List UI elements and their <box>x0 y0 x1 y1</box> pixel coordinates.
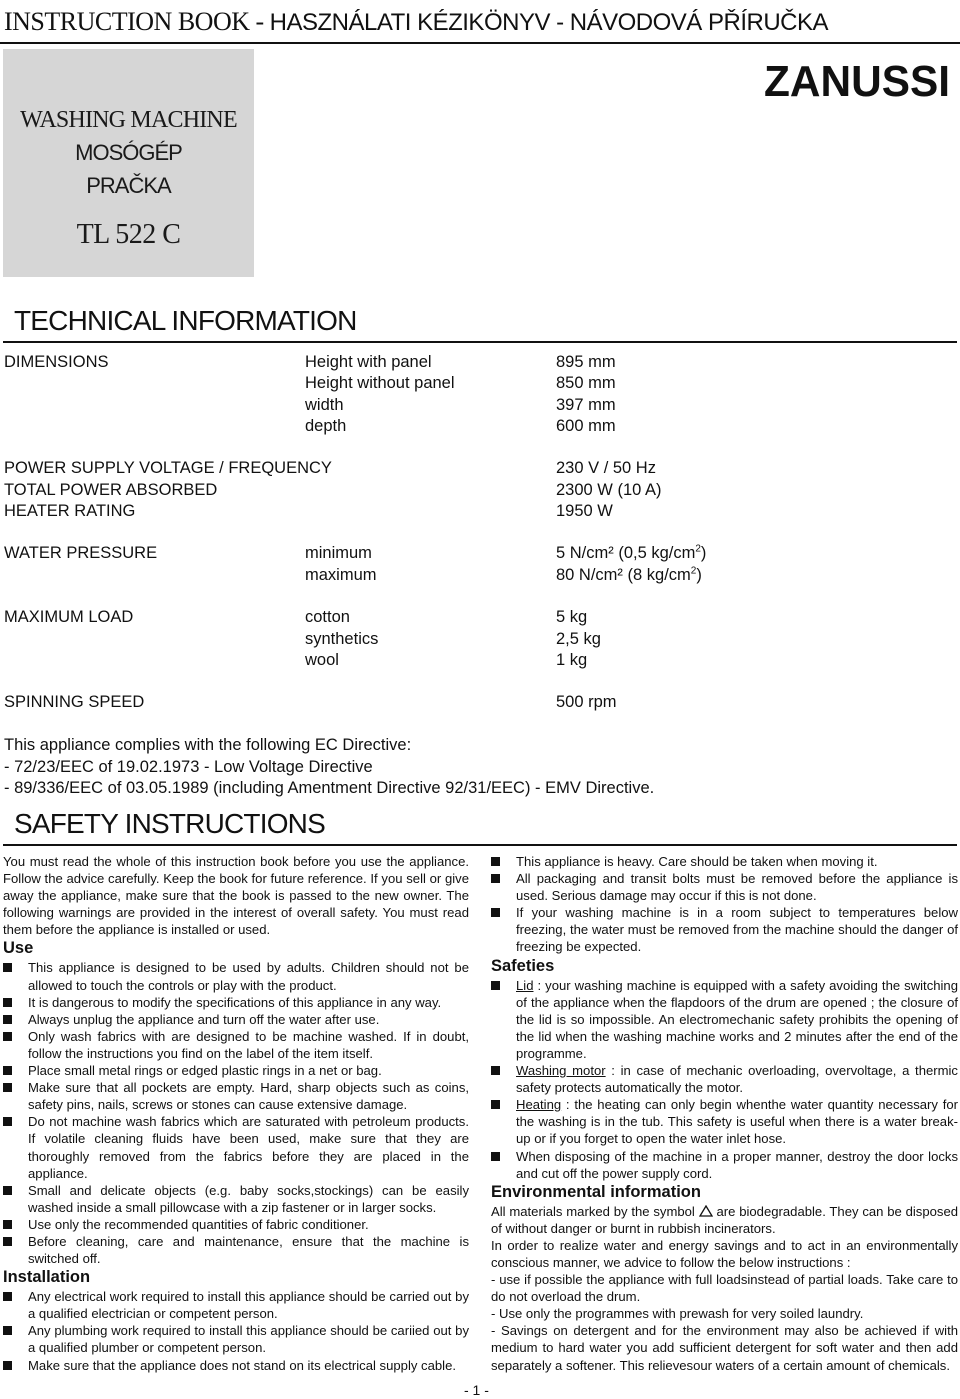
spec-label: MAXIMUM LOAD <box>4 608 134 626</box>
directive-line: - 72/23/EEC of 19.02.1973 - Low Voltage Directive <box>4 757 373 776</box>
product-name-en: WASHING MACHINE <box>20 107 237 133</box>
spec-sublabel: Height with panel <box>305 353 432 371</box>
safeties-item <box>491 977 958 1062</box>
spec-label: DIMENSIONS <box>4 353 109 371</box>
use-item: Before cleaning, care and maintenance, ensure that the machine is switched off. <box>3 1233 469 1267</box>
spec-label: POWER SUPPLY VOLTAGE / FREQUENCY <box>4 459 332 477</box>
safety-item: All packaging and transit bolts must be removed before the appliance is used. Serious damage may occur if this is not done. <box>491 870 958 904</box>
environment-paragraph: - use if possible the appliance with full loadsinstead of partial loads. Take care to do not overload the drum. <box>491 1272 958 1305</box>
spec-value: 397 mm <box>556 396 616 414</box>
spec-sublabel: Height without panel <box>305 374 455 392</box>
environment-paragraph: - Savings on detergent and for the environment may also be achieved if with medium to hard water you add sufficient detergent for soft water and then add separately a softener. This relievesour waters of a certain amount of chemicals. <box>491 1323 958 1373</box>
header-bar <box>0 0 960 44</box>
spec-value: 895 mm <box>556 353 616 371</box>
safeties-term: Heating <box>516 1097 562 1113</box>
spec-value: 1 kg <box>556 651 588 669</box>
installation-item: Make sure that the appliance does not stand on its electrical supply cable. <box>3 1357 469 1374</box>
safeties-term: Lid <box>516 977 534 993</box>
spec-value: 1950 W <box>556 502 613 520</box>
spec-value: 230 V / 50 Hz <box>556 459 656 477</box>
safeties-term: Washing motor <box>516 1063 606 1079</box>
safeties-heading: Safeties <box>491 956 555 975</box>
general-list <box>491 853 958 956</box>
use-item: Place small metal rings or edged plastic rings in a net or bag. <box>3 1062 469 1079</box>
title-english: INSTRUCTION BOOK - <box>4 7 270 36</box>
spec-sublabel: wool <box>305 651 339 669</box>
document-title <box>4 6 828 37</box>
spec-label: WATER PRESSURE <box>4 544 158 562</box>
safeties-text: : in case of mechanic overloading, overvoltage, a thermic safety protects automatically the motor. <box>516 1063 958 1096</box>
safety-left-column <box>3 853 469 1374</box>
safeties-item <box>491 1148 958 1182</box>
environment-paragraph <box>491 1203 958 1237</box>
spec-value: 5 kg <box>556 608 588 626</box>
spec-label: TOTAL POWER ABSORBED <box>4 481 218 499</box>
spec-value: 600 mm <box>556 417 616 435</box>
spec-value: 850 mm <box>556 374 616 392</box>
safeties-item <box>491 1062 958 1096</box>
ec-directive <box>4 735 654 800</box>
product-name-cz: PRAČKA <box>86 173 171 198</box>
spec-label: HEATER RATING <box>4 502 136 520</box>
spec-value: 500 rpm <box>556 693 617 711</box>
installation-heading: Installation <box>3 1268 91 1287</box>
use-heading: Use <box>3 939 34 958</box>
zanussi-logo <box>762 58 952 104</box>
use-item: Use only the recommended quantities of fabric conditioner. <box>3 1216 469 1233</box>
directive-line: This appliance complies with the following EC Directive: <box>4 736 412 754</box>
technical-info-heading: TECHNICAL INFORMATION <box>14 305 357 336</box>
environment-paragraph: - Use only the programmes with prewash for very soiled laundry. <box>491 1306 864 1322</box>
use-item: It is dangerous to modify the specifications of this appliance in any way. <box>3 994 469 1011</box>
spec-sublabel: minimum <box>305 544 372 562</box>
use-item: Do not machine wash fabrics which are saturated with petroleum products. If volatile cleaning fluids have been used, make sure that they are thoroughly removed from the fabrics before they are placed in the appliance. <box>3 1113 469 1181</box>
use-item: Only wash fabrics with are designed to be machine washed. If in doubt, follow the instructions you find on the label of the item itself. <box>3 1028 469 1062</box>
spec-sublabel: width <box>305 396 344 414</box>
safety-item: If your washing machine is in a room subject to temperatures below freezing, the water must be removed from the machine should the danger of freezing be expected. <box>491 904 958 955</box>
divider <box>3 341 957 343</box>
product-title-box <box>3 49 254 277</box>
product-name-hu: MOSÓGÉP <box>75 140 182 165</box>
spec-label: SPINNING SPEED <box>4 693 145 711</box>
safeties-item <box>491 1096 958 1147</box>
divider <box>3 844 957 846</box>
biodegradable-symbol-icon <box>699 1205 713 1217</box>
directive-line: - 89/336/EEC of 03.05.1989 (including Amentment Directive 92/31/EEC) - EMV Directive. <box>4 779 655 797</box>
spec-value: 2300 W (10 A) <box>556 481 662 499</box>
title-translations: HASZNÁLATI KÉZIKÖNYV - NÁVODOVÁ PŘÍRUČKA <box>269 9 829 36</box>
env-text: All materials marked by the symbol <box>491 1203 695 1219</box>
installation-list <box>3 1288 469 1373</box>
safeties-text: : your washing machine is equipped with a safety avoiding the switching of the appliance when the flapdoors of the drum are opened ; the closure of the lid is so impossible. An electromechanic safety prohibits the opening of the lid when the washing machine works and 2 minutes after the end of the programme. <box>516 977 958 1061</box>
spec-sublabel: synthetics <box>305 630 379 648</box>
environment-paragraph: In order to realize water and energy savings and to act in an environmentally conscious manner, we advice to follow the below instructions : <box>491 1237 958 1270</box>
spec-value: 2,5 kg <box>556 630 601 648</box>
use-item: Make sure that all pockets are empty. Hard, sharp objects such as coins, safety pins, nails, screws or stones can cause extensive damage. <box>3 1079 469 1113</box>
model-number: TL 522 C <box>76 219 181 250</box>
use-list <box>3 959 469 1267</box>
use-item: This appliance is designed to be used by adults. Children should not be allowed to touch the controls or play with the product. <box>3 959 469 993</box>
safety-intro: You must read the whole of this instruction book before you use the appliance. Follow the advice carefully. Keep the book for future reference. If you sell or give away the appliance, make sure that the book is passed to the new owner. The following warnings are provided in the interest of overall safety. You must read them before the appliance is installed or used. <box>3 854 469 938</box>
env-text: are biodegradable. They can be disposed of without danger or burnt in rubbish incinerators. <box>491 1203 959 1236</box>
safeties-text: : the heating can only begin whenthe water quantity necessary for the washing is in the tub. This safety is useful when there is a water break-up or if you forget to open the water inlet hose. <box>516 1097 958 1147</box>
use-item: Always unplug the appliance and turn off the water after use. <box>3 1011 469 1028</box>
spec-sublabel: cotton <box>305 608 350 626</box>
spec-sublabel: maximum <box>305 566 377 584</box>
spec-sublabel: depth <box>305 417 347 435</box>
logo-text: ZANUSSI <box>764 58 950 104</box>
page-number: - 1 - <box>464 1382 489 1398</box>
safeties-text: When disposing of the machine in a proper manner, destroy the door locks and cut off the power supply cord. <box>516 1148 958 1181</box>
environment-heading: Environmental information <box>491 1182 701 1201</box>
installation-item: Any plumbing work required to install this appliance should be cariied out by a qualified plumber or competent person. <box>3 1322 469 1356</box>
safeties-list <box>491 977 958 1182</box>
installation-item: Any electrical work required to install this appliance should be carried out by a qualified electrician or competent person. <box>3 1288 469 1322</box>
safety-right-column <box>491 853 958 1374</box>
use-item: Small and delicate objects (e.g. baby socks,stockings) can be easily washed inside a small pillowcase with a zip fastener or in larger socks. <box>3 1182 469 1216</box>
spec-value: 5 N/cm² (0,5 $kg/cm^2$) <box>556 543 707 562</box>
safety-item: This appliance is heavy. Care should be taken when moving it. <box>491 853 958 870</box>
safety-heading: SAFETY INSTRUCTIONS <box>14 808 325 839</box>
spec-value: 80 N/cm² (8 $kg/cm^2$) <box>556 565 702 584</box>
